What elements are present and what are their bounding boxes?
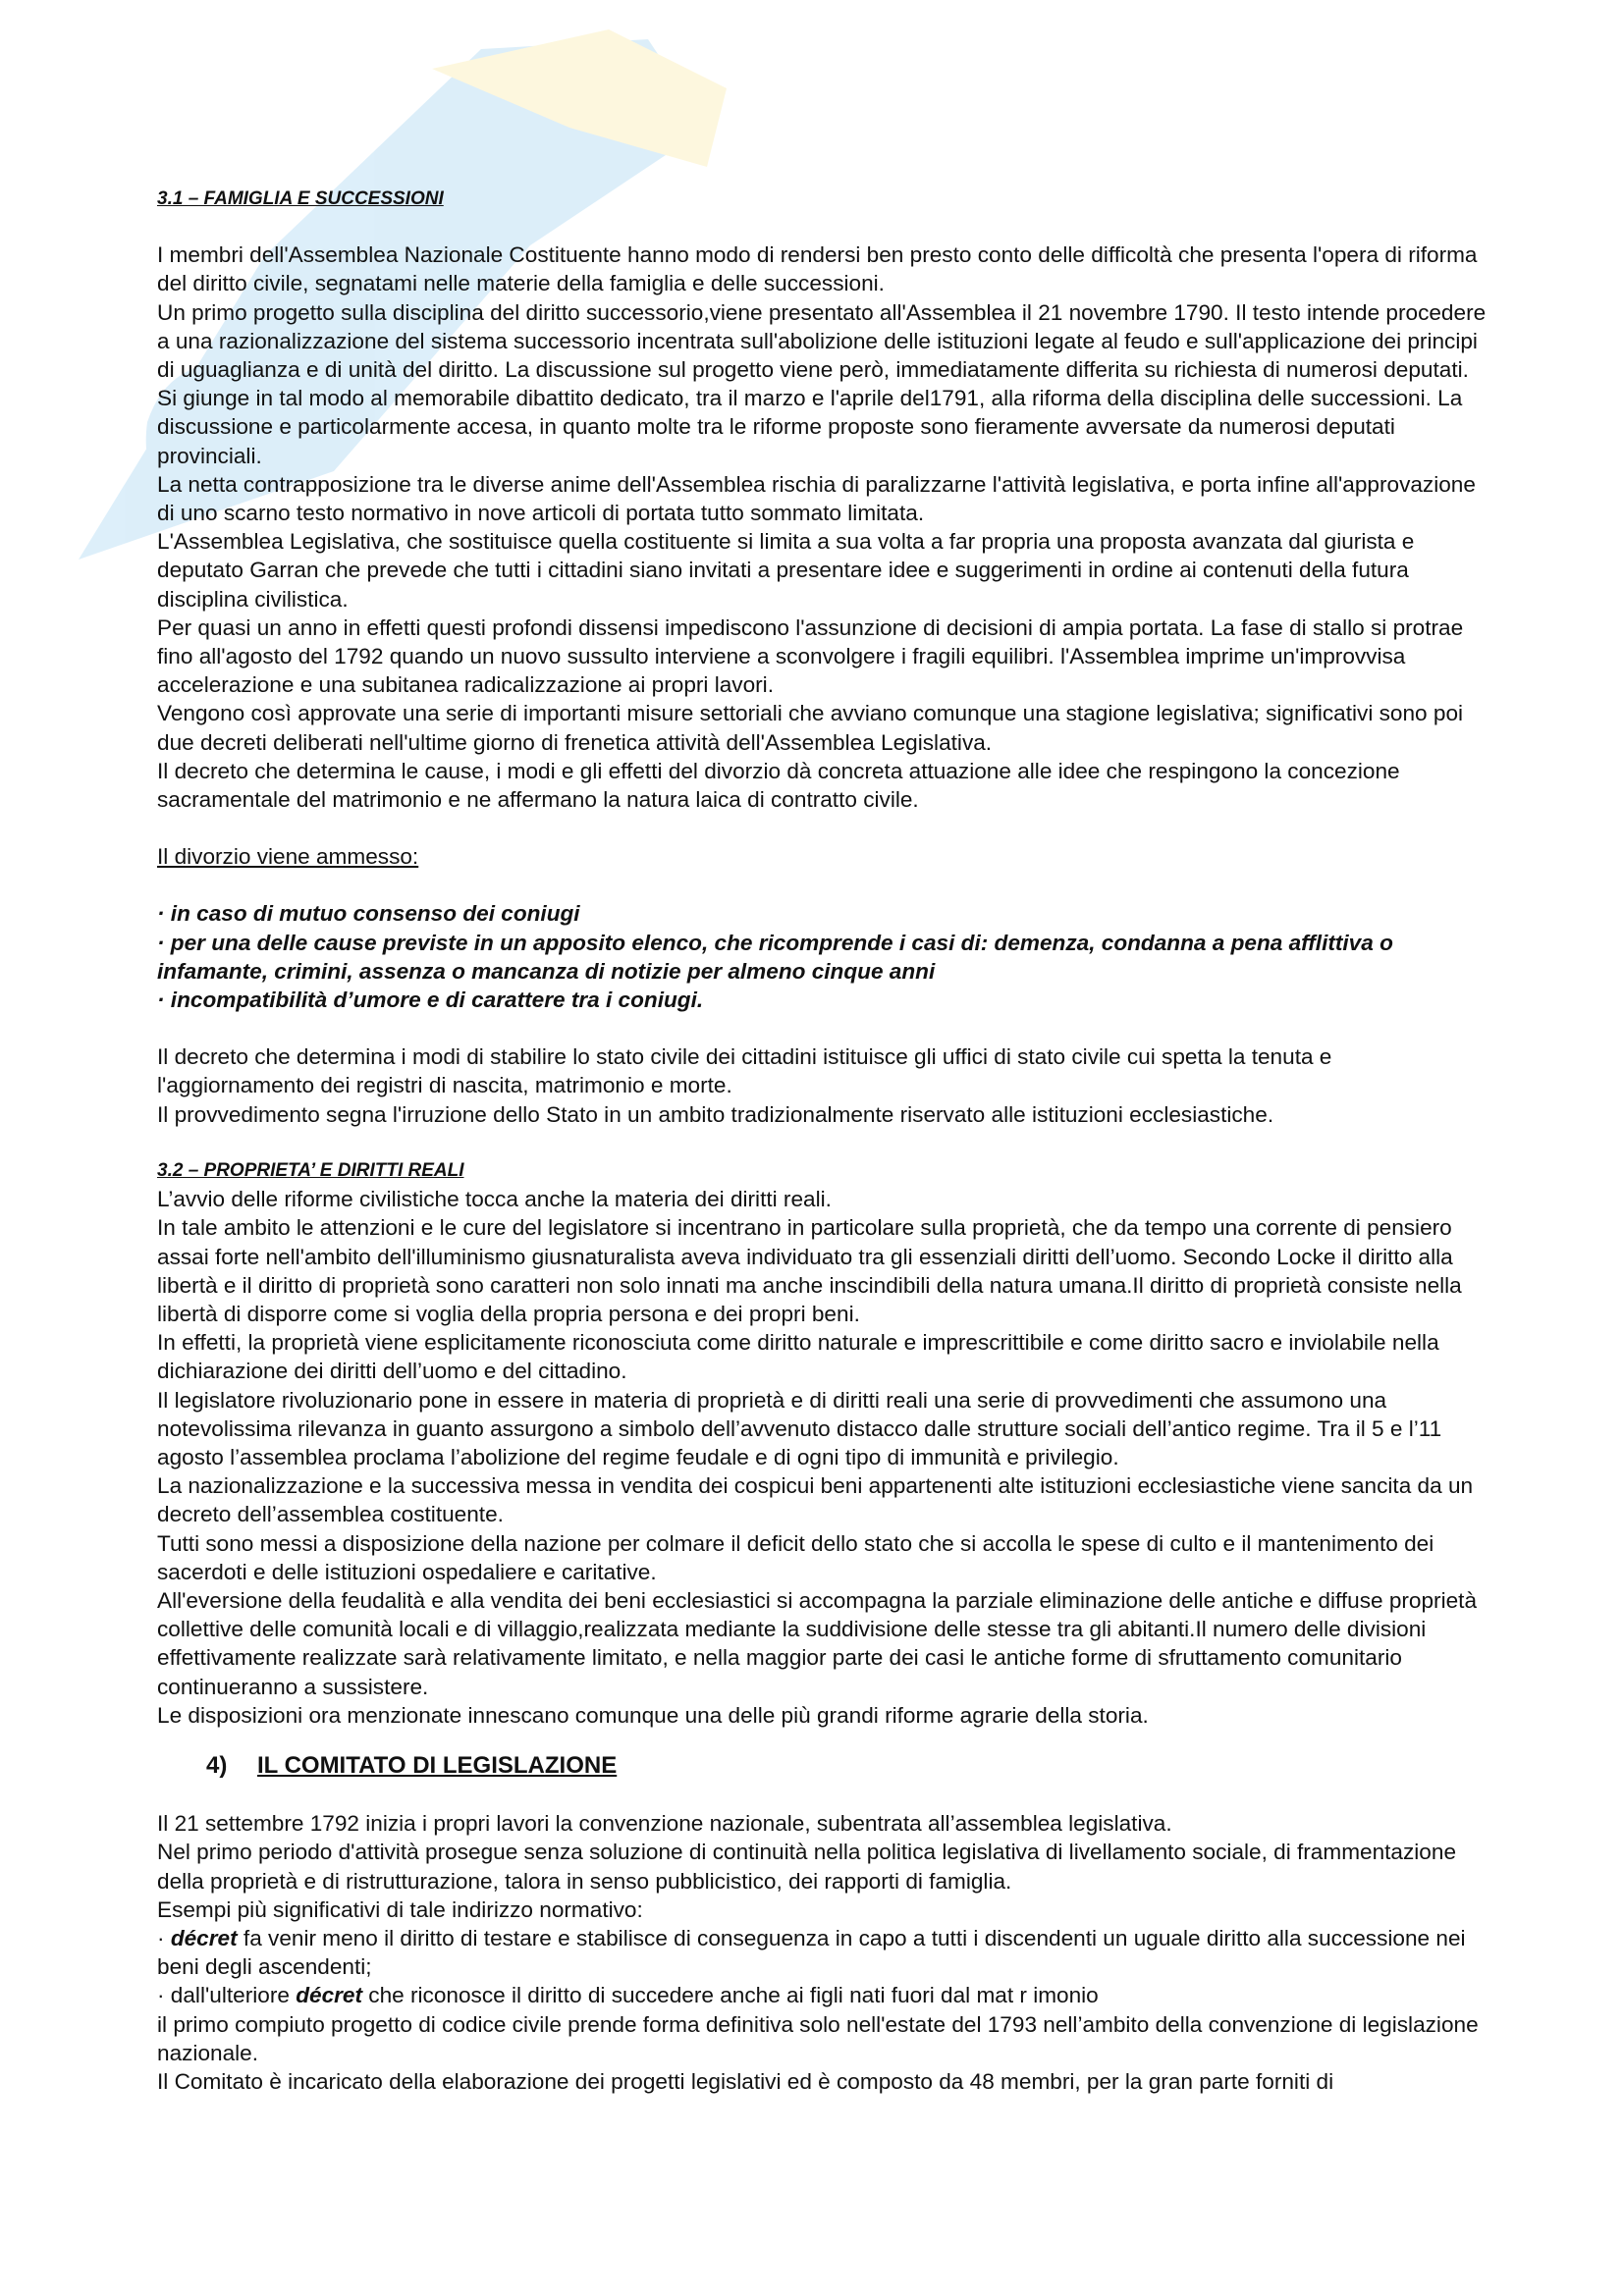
section-heading-4 (157, 1751, 1492, 1780)
paragraph: Il Comitato è incaricato della elaborazione dei progetti legislativi ed è composto da 48 membri, per la gran parte forniti di (157, 2068, 1334, 2094)
paragraph: Le disposizioni ora menzionate innescano comunque una delle più grandi riforme agrarie della storia. (157, 1702, 1149, 1728)
paragraph: Il provvedimento segna l'irruzione dello Stato in un ambito tradizionalmente riservato alle istituzioni ecclesiastiche. (157, 1101, 1274, 1127)
paragraph: Il 21 settembre 1792 inizia i propri lavori la convenzione nazionale, subentrata all’assemblea legislativa. (157, 1811, 1172, 1837)
bullet-item (157, 1981, 1492, 2009)
paragraph: L’avvio delle riforme civilistiche tocca anche la materia dei diritti reali. (157, 1187, 832, 1212)
paragraph: Un primo progetto sulla disciplina del diritto successorio,viene presentato all'Assemblea il 21 novembre 1790. Il testo intende procedere a una razionalizzazione del sistema successorio incentrata sull'abolizione delle istituzioni legate al feudo e sull'applicazione dei principi di uguaglianza e di unità del diritto. La discussione sul progetto viene però, immediatamente differita su richiesta di numerosi deputati. (157, 299, 1487, 383)
section-number: 4) (206, 1751, 228, 1779)
paragraph: L'Assemblea Legislativa, che sostituisce quella costituente si limita a sua volta a far propria una proposta avanzata dal giurista e deputato Garran che prevede che tutti i cittadini siano invitati a presentare idee e suggerimenti in ordine ai contenuti della futura disciplina civilistica. (157, 529, 1415, 612)
paragraph: Il decreto che determina le cause, i modi e gli effetti del divorzio dà concreta attuazione alle idee che respingono la concezione sacramentale del matrimonio e ne affermano la natura laica di contratto civile. (157, 758, 1400, 813)
bullet-prefix: · (157, 1925, 171, 1950)
paragraph: Tutti sono messi a disposizione della nazione per colmare il deficit dello stato che si accolla le spese di culto e il mantenimento dei sacerdoti e delle istituzioni ospedaliere e caritative. (157, 1530, 1434, 1584)
list-item: · in caso di mutuo consenso dei coniugi (157, 901, 580, 927)
bold-term: décret (170, 1925, 238, 1950)
list-item: · per una delle cause previste in un apposito elenco, che ricomprende i casi di: demenza, condanna a pena afflittiva o (157, 930, 1393, 955)
bullet-text: che riconosce il diritto di succedere anche ai figli nati fuori dal mat r imonio (362, 1983, 1099, 2008)
document-page (157, 185, 1492, 2096)
section-heading-3-2: 3.2 – PROPRIETA’ E DIRITTI REALI (157, 1159, 464, 1181)
divorce-intro: Il divorzio viene ammesso: (157, 844, 419, 870)
paragraph: Si giunge in tal modo al memorabile dibattito dedicato, tra il marzo e l'aprile del1791, alla riforma della disciplina delle successioni. La discussione e particolarmente accesa, in quanto molte tra le riforme proposte sono fieramente avversate da numerosi deputati provinciali. (157, 386, 1463, 468)
bullet-item (157, 1924, 1492, 1981)
paragraph: All'eversione della feudalità e alla vendita dei beni ecclesiastici si accompagna la parziale eliminazione delle antiche e diffuse proprietà collettive delle comunità locali e di villaggio,realizzata mediante la suddivisione delle stesse tra gli abitanti.Il numero delle divisioni effettivamente realizzate sarà relativamente limitato, e nella maggior parte dei casi le antiche forme di sfruttamento comunitario continueranno a sussistere. (157, 1587, 1478, 1699)
list-item: infamante, crimini, assenza o mancanza di notizie per almeno cinque anni (157, 958, 936, 984)
list-item: · incompatibilità d’umore e di carattere tra i coniugi. (157, 988, 704, 1013)
section-heading-3-1: 3.1 – FAMIGLIA E SUCCESSIONI (157, 188, 444, 209)
bullet-text: fa venir meno il diritto di testare e stabilisce di conseguenza in capo a tutti i discendenti un uguale diritto alla successione nei beni degli ascendenti; (157, 1925, 1466, 1980)
paragraph: In effetti, la proprietà viene esplicitamente riconosciuta come diritto naturale e imprescrittibile e come diritto sacro e inviolabile nella dichiarazione dei diritti dell’uomo e del cittadino. (157, 1330, 1439, 1384)
paragraph: La nazionalizzazione e la successiva messa in vendita dei cospicui beni appartenenti alte istituzioni ecclesiastiche viene sancita da un decreto dell’assemblea costituente. (157, 1473, 1474, 1527)
paragraph: il primo compiuto progetto di codice civile prende forma definitiva solo nell'estate del 1793 nell’ambito della convenzione di legislazione nazionale. (157, 2011, 1479, 2065)
paragraph: Esempi più significativi di tale indirizzo normativo: (157, 1896, 643, 1922)
section-title: IL COMITATO DI LEGISLAZIONE (257, 1751, 618, 1779)
paragraph: Vengono così approvate una serie di importanti misure settoriali che avviano comunque una stagione legislativa; significativi sono poi due decreti deliberati nell'ultime giorno di frenetica attività dell'Assemblea Legislativa. (157, 701, 1464, 755)
paragraph: Il legislatore rivoluzionario pone in essere in materia di proprietà e di diritti reali una serie di provvedimenti che assumono una notevolissima rilevanza in guanto assurgono a simbolo dell’avvenuto distacco dalle strutture sociali dell’antico regime. Tra il 5 e l’11 agosto l’assemblea proclama l’abolizione del regime feudale e di ogni tipo di immunità e privilegio. (157, 1387, 1442, 1469)
paragraph: Per quasi un anno in effetti questi profondi dissensi impediscono l'assunzione di decisioni di ampia portata. La fase di stallo si protrae fino all'agosto del 1792 quando un nuovo sussulto interviene a sconvolgere i fragili equilibri. l'Assemblea imprime un'improvvisa accelerazione e una subitanea radicalizzazione ai propri lavori. (157, 614, 1464, 698)
divorce-list (157, 899, 1492, 1014)
paragraph: La netta contrapposizione tra le diverse anime dell'Assemblea rischia di paralizzarne l'attività legislativa, e porta infine all'approvazione di uno scarno testo normativo in nove articoli di portata tutto sommato limitata. (157, 471, 1476, 526)
paragraph: I membri dell'Assemblea Nazionale Costituente hanno modo di rendersi ben presto conto delle difficoltà che presenta l'opera di riforma del diritto civile, segnatami nelle materie della famiglia e delle successioni. (157, 242, 1478, 296)
bold-term: décret (296, 1983, 363, 2008)
paragraph: Il decreto che determina i modi di stabilire lo stato civile dei cittadini istituisce gli uffici di stato civile cui spetta la tenuta e l'aggiornamento dei registri di nascita, matrimonio e morte. (157, 1044, 1332, 1098)
bullet-prefix: · dall'ulteriore (157, 1983, 297, 2008)
paragraph: Nel primo periodo d'attività prosegue senza soluzione di continuità nella politica legislativa di livellamento sociale, di frammentazione della proprietà e di ristrutturazione, talora in senso pubblicistico, dei rapporti di famiglia. (157, 1840, 1457, 1894)
paragraph: In tale ambito le attenzioni e le cure del legislatore si incentrano in particolare sulla proprietà, che da tempo una corrente di pensiero assai forte nell'ambito dell'illuminismo giusnaturalista aveva individuato tra gli essenziali diritti dell’uomo. Secondo Locke il diritto alla libertà e il diritto di proprietà sono caratteri non solo innati ma anche inscindibili della natura umana.Il diritto di proprietà consiste nella libertà di disporre come si voglia della propria persona e dei propri beni. (157, 1215, 1462, 1326)
